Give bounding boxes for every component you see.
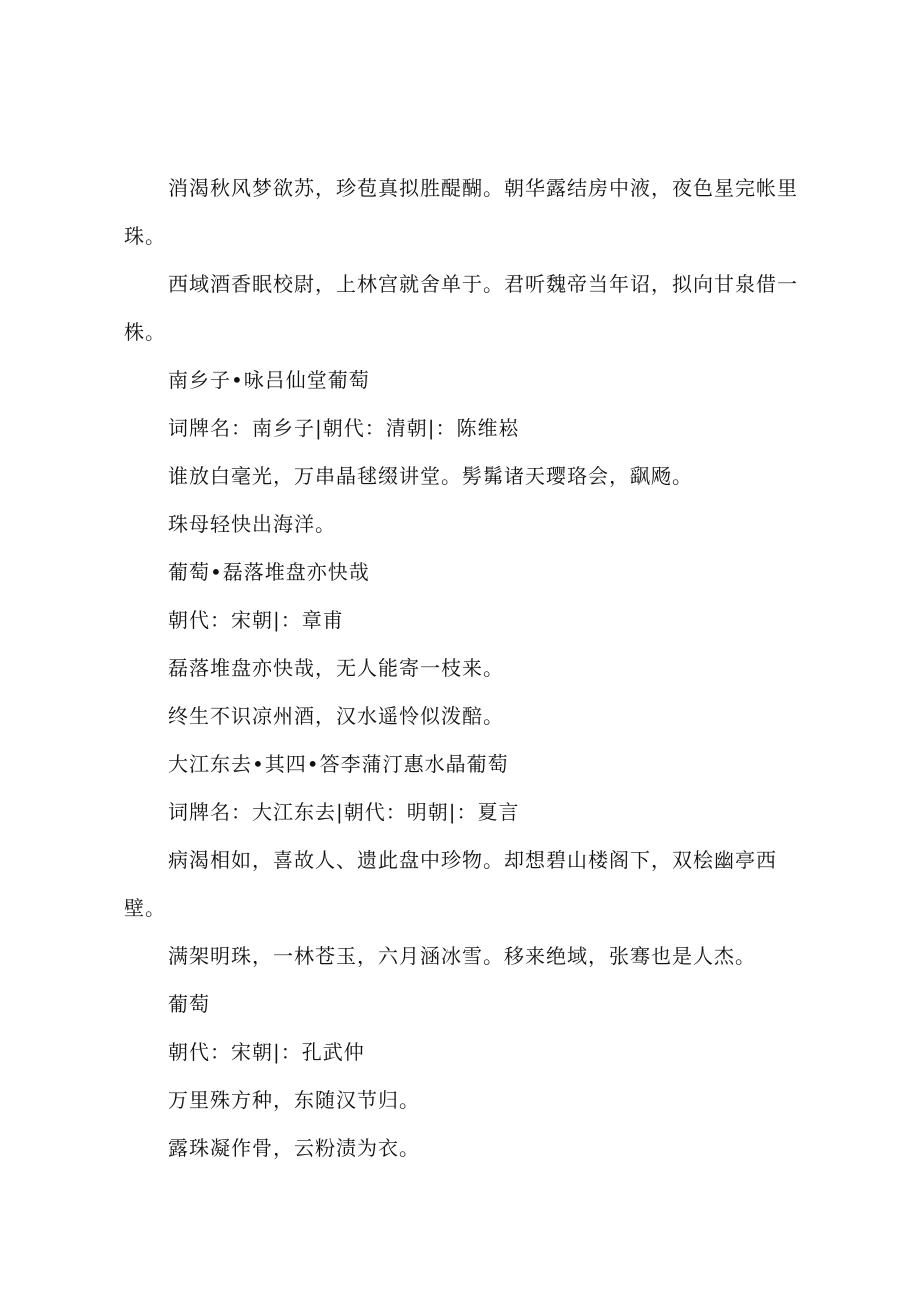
poem-title: 葡萄•磊落堆盘亦快哉	[168, 560, 370, 584]
poem-title: 南乡子•咏吕仙堂葡萄	[168, 368, 370, 392]
document-body	[124, 164, 814, 1172]
poem-meta: 词牌名：南乡子|朝代：清朝|：陈维崧	[168, 416, 520, 440]
poem-title: 大江东去•其四•答李蒲汀惠水晶葡萄	[168, 752, 509, 776]
poem-line: 磊落堆盘亦快哉，无人能寄一枝来。	[168, 656, 504, 680]
poem-title: 葡萄	[168, 992, 210, 1016]
poem-meta: 朝代：宋朝|：章甫	[168, 608, 344, 632]
poem-line: 谁放白毫光，万串晶毬缀讲堂。髣髴诸天璎珞会，飖飏。	[168, 464, 693, 488]
poem-verse-1: 消渴秋风梦欲苏，珍苞真拟胜醍醐。朝华露结房中液，夜色星完帐里珠。	[124, 176, 798, 248]
poem-line: 珠母轻快出海洋。	[168, 512, 336, 536]
poem-meta: 词牌名：大江东去|朝代：明朝|：夏言	[168, 800, 520, 824]
poem-meta: 朝代：宋朝|：孔武仲	[168, 1040, 365, 1064]
poem-verse-2: 西域酒香眠校尉，上林宫就舍单于。君听魏帝当年诏，拟向甘泉借一株。	[124, 272, 798, 344]
poem-line: 万里殊方种，东随汉节归。	[168, 1088, 420, 1112]
poem-line: 露珠凝作骨，云粉渍为衣。	[168, 1136, 420, 1160]
poem-line: 病渴相如，喜故人、遗此盘中珍物。却想碧山楼阁下，双桧幽亭西壁。	[124, 848, 777, 920]
poem-line: 满架明珠，一林苍玉，六月涵冰雪。移来绝域，张骞也是人杰。	[168, 944, 756, 968]
poem-line: 终生不识凉州酒，汉水遥怜似泼醅。	[168, 704, 504, 728]
